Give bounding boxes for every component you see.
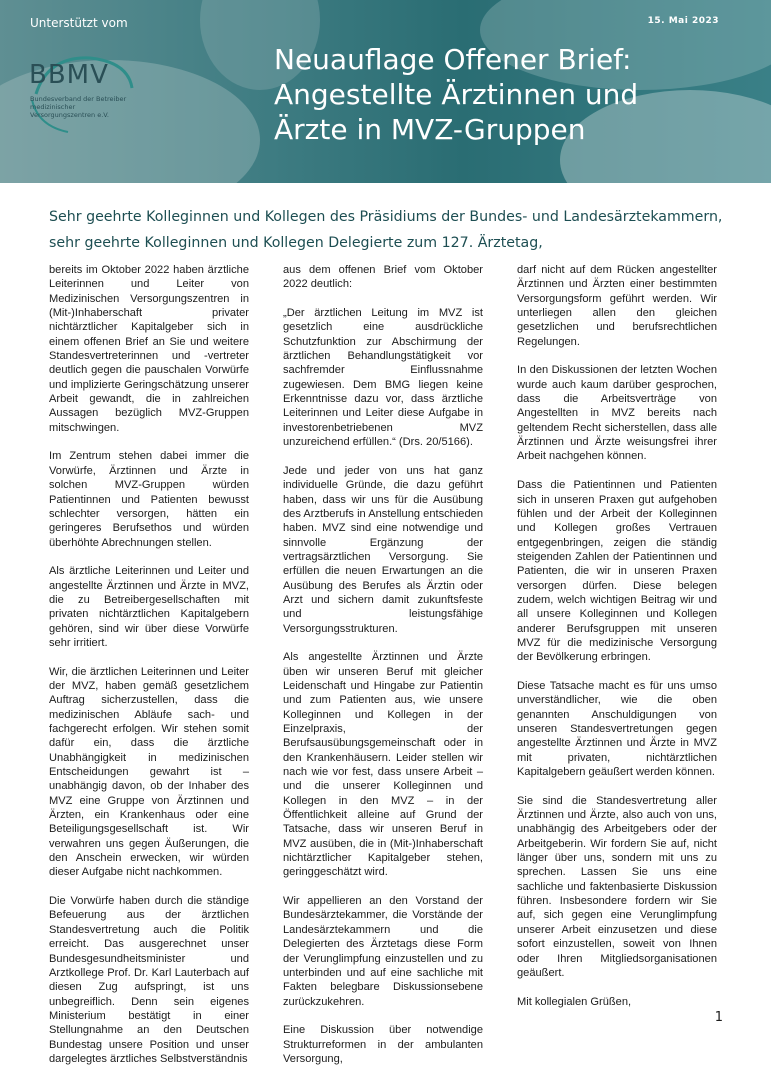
logo-wordmark: BBMV — [29, 60, 109, 90]
paragraph: Diese Tatsache macht es für uns umso unverständlicher, wie die oben genannten Anschuldigungen von unseren Standesvertretungen gegen angestellte Ärztinnen und Ärzte in MVZ mit privaten, nichtärztlichen Kapitalgebern geäußert werden können. — [517, 679, 717, 779]
supported-by-label: Unterstützt vom — [30, 16, 128, 30]
title-line: Neuauflage Offener Brief: — [274, 43, 632, 76]
paragraph: Wir appellieren an den Vorstand der Bundesärztekammer, die Vorstände der Landesärztekammern und die Delegierten des Ärztetags diese Form der Verunglimpfung einzustellen und zu unterbinden und auf eine sachliche mit Fakten belegbare Diskussionsebene zurückzukehren. — [283, 895, 483, 1008]
paragraph: Jede und jeder von uns hat ganz individuelle Gründe, die dazu geführt haben, dass wir uns für die Ausübung des Arztberufs in Anstellung entschieden haben. MVZ sind eine notwendige und sinnvolle Ergänzung der vertragsärztlichen Versorgung. Sie erfüllen die neuen Erwartungen an die Ausübung des Berufes als Ärztin oder Arzt und sichern damit zukunftsfeste und leistungsfähige Versorgungsstrukturen. — [283, 464, 483, 635]
text-column-3 — [517, 263, 717, 1023]
paragraph: Wir, die ärztlichen Leiterinnen und Leiter der MVZ, haben gemäß gesetzlichem Auftrag sicherzustellen, dass die medizinischen Abläufe sach- und fachgerecht erfolgen. Wir stehen somit dafür ein, dass die ärztliche Unabhängigkeit in medizinischen Entscheidungen gewahrt ist – unabhängig davon, ob der Inhaber des MVZ eine Gruppe von Ärztinnen und Ärzten, ein Krankenhaus oder eine Beteiligungsgesellschaft ist. Wir verwahren uns gegen Äußerungen, die den Anschein erwecken, wir würden dieser Aufgabe nicht nachkommen. — [49, 665, 249, 879]
paragraph: Dass die Patientinnen und Patienten sich in unseren Praxen gut aufgehoben fühlen und der Arbeit der Kolleginnen und Kollegen großes Vertrauen entgegenbringen, zeigen die ständig steigenden Zahlen der Patientinnen und Patienten, die wir in unseren Praxen versorgen dürfen. Diese belegen zudem, welch wichtigen Beitrag wir und all unsere Kolleginnen und Kollegen anderer Berufsgruppen mit unseren MVZ für die medizinische Versorgung der Bevölkerung erbringen. — [517, 479, 717, 664]
page-number: 1 — [714, 1010, 723, 1025]
paragraph: In den Diskussionen der letzten Wochen wurde auch kaum darüber gesprochen, dass die Arbeitsverträge von Angestellten in MVZ bereits nach geltendem Recht sicherstellen, dass alle Ärztinnen und Ärzte weisungsfrei ihrer Arbeit nachgehen können. — [517, 364, 717, 463]
paragraph: darf nicht auf dem Rücken angestellter Ärztinnen und Ärzten einer bestimmten Versorgungsform geführt werden. Wir unterliegen allen den gleichen gesetzlichen und berufsrechtlichen Regelungen. — [517, 264, 717, 348]
paragraph: Die Vorwürfe haben durch die ständige Befeuerung aus der ärztlichen Standesvertretung auch die Politik erreicht. Das ausgerechnet unser Bundesgesundheitsminister und Arztkollege Prof. Dr. Karl Lauterbach auf diesen Zug aufspringt, ist uns unbegreiflich. Denn sein eigenes Ministerium bestätigt in einer Stellungnahme an den Deutschen Bundestag unsere Position und unser dargelegtes ärztliches Selbstverständnis — [49, 895, 249, 1065]
closing: Mit kollegialen Grüßen, — [517, 995, 632, 1008]
header-banner — [0, 0, 771, 183]
paragraph: Als angestellte Ärztinnen und Ärzte üben wir unseren Beruf mit gleicher Leidenschaft und Hingabe zur Patientin und zum Patienten aus, wie unsere Kolleginnen und Kollegen in der Einzelpraxis, der Berufsausübungsgemeinschaft oder in den Krankenhäusern. Leider stellen wir nach wie vor fest, dass unsere Arbeit – und die unserer Kolleginnen und Kollegen in den MVZ – in der Öffentlichkeit alleine auf Grund der Tatsache, dass wir unseren Beruf in MVZ ausüben, die in (Mit-)Inhaberschaft nichtärztlicher Kapitalgeber stehen, geringgeschätzt wird. — [283, 651, 483, 879]
paragraph: Als ärztliche Leiterinnen und Leiter und angestellte Ärztinnen und Ärzte in MVZ, die zu Betreibergesellschaften mit privaten nichtärztlichen Kapitalgebern gehören, sind wir über diese Vorwürfe sehr irritiert. — [49, 565, 249, 649]
paragraph: Im Zentrum stehen dabei immer die Vorwürfe, Ärztinnen und Ärzte in solchen MVZ-Gruppen würden Patientinnen und Patienten bewusst schlechter versorgen, hätten ein geringeres Berufsethos und würden überhöhte Abrechnungen stellen. — [49, 450, 249, 549]
salutation-line: Sehr geehrte Kolleginnen und Kollegen des Präsidiums der Bundes- und Landesärztekammern, — [49, 209, 723, 225]
salutation-line: sehr geehrte Kolleginnen und Kollegen Delegierte zum 127. Ärztetag, — [49, 235, 543, 251]
paragraph: Sie sind die Standesvertretung aller Ärztinnen und Ärzte, also auch von uns, unabhängig des Arbeitgebers oder der Arbeitgeberin. Wir fordern Sie auf, nicht länger über uns, sondern mit uns zu sprechen. Lassen Sie uns eine sachliche und faktenbasierte Diskussion führen. Insbesondere fordern wir Sie auf, sich gegen eine Verunglimpfung unserer Arbeit einzusetzen und diese sofort einzustellen, soweit von Ihnen oder Ihren Mitgliedsorganisationen geäußert. — [517, 794, 717, 979]
page-title — [274, 42, 744, 147]
paragraph: bereits im Oktober 2022 haben ärztliche Leiterinnen und Leiter von Medizinischen Versorgungszentren in (Mit-)Inhaberschaft privater nichtärztlicher Kapitalgeber sich in einem offenen Brief an Sie und weitere Standesvertreterinnen und -vertreter deutlich gegen die pauschalen Vorwürfe und implizierte Geringschätzung unserer Arbeit gewandt, die in zahlreichen Aussagen bezüglich MVZ-Gruppen mitschwingen. — [49, 264, 249, 434]
title-line: Angestellte Ärztinnen und — [274, 78, 639, 111]
text-column-1 — [49, 263, 249, 1081]
letter-date: 15. Mai 2023 — [647, 16, 719, 26]
logo-subtitle: Bundesverband der Betreiber medizinischer Versorgungszentren e.V. — [30, 95, 127, 119]
title-line: Ärzte in MVZ-Gruppen — [274, 113, 586, 146]
paragraph: aus dem offenen Brief vom Oktober 2022 deutlich: — [283, 264, 483, 291]
text-column-2 — [283, 263, 483, 1081]
paragraph: „Der ärztlichen Leitung im MVZ ist gesetzlich eine ausdrückliche Schutzfunktion zur Abschirmung der ärztlichen Behandlungstätigkeit vor sachfremder Einflussnahme zugewiesen. Dem BMG liegen keine Erkenntnisse dazu vor, dass ärztliche Leiterinnen und Leiter diese Aufgabe in investorenbetriebenen MVZ unzureichend erfüllen.“ (Drs. 20/5166). — [283, 307, 483, 449]
paragraph: Eine Diskussion über notwendige Strukturreformen in der ambulanten Versorgung, — [283, 1024, 483, 1065]
